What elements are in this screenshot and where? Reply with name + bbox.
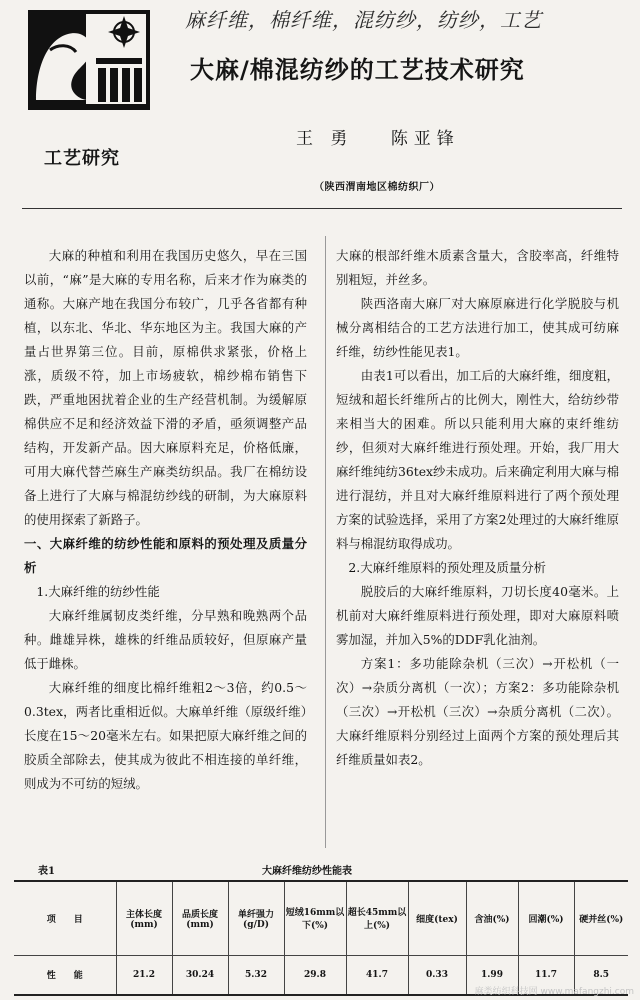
section-label: 工艺研究	[44, 148, 120, 169]
paragraph: 大麻纤维的细度比棉纤维粗2～3倍，约0.5～0.3tex，两者比重相近似。大麻单纤维（原级纤维）长度在15～20毫米左右。如果把原大麻纤维之间的胶质全部除去，使其成为彼此不相连接的单纤维，则成为不可纺的短绒。	[24, 680, 307, 791]
right-column	[336, 244, 619, 772]
table-header-cell: 品质长度(mm)	[172, 881, 228, 955]
paragraph: 由表1可以看出，加工后的大麻纤维，细度粗，短绒和超长纤维所占的比例大，刚性大，给纺纱带来相当大的困难。所以只能利用大麻的束纤维纺纱，但须对大麻纤维进行预处理。开始，我厂用大麻纤维纯纺36tex纱未成功。后来确定利用大麻与棉进行混纺，并且对大麻纤维原料进行了两个预处理方案的试验选择，采用了方案2处理过的大麻纤维原料与棉混纺取得成功。	[336, 368, 619, 551]
table-header-cell: 回潮(%)	[518, 881, 574, 955]
paragraph: 陕西洛南大麻厂对大麻原麻进行化学脱胶与机械分离相结合的工艺方法进行加工，使其成可纺麻纤维，纺纱性能见表1。	[336, 296, 619, 359]
journal-logo-icon	[28, 10, 150, 110]
fiber-properties-table	[14, 880, 628, 996]
authors	[296, 124, 486, 149]
paragraph: 大麻的根部纤维木质素含量大，含胶率高，纤维特别粗短，并丝多。	[336, 248, 619, 287]
table-cell: 8.5	[574, 955, 628, 995]
paragraph: 大麻的种植和利用在我国历史悠久，早在三国以前，“麻”是大麻的专用名称，后来才作为麻类的通称。大麻产地在我国分布较广，几乎各省都有种植，以东北、华北、华东地区为主。我国大麻的产量占世界第三位。目前，原棉供求紧张，价格上涨，质级不符，加上市场疲软，棉纱棉布销售下跌，严重地困扰着企业的生产经营机制。为缓解原棉供应不足和经济效益下滑的矛盾，亟须调整产品结构，开发新产品。因大麻原料充足，价格低廉，可用大麻代替苎麻生产麻类纺织品。我厂在棉纺设备上进行了大麻与棉混纺纱线的研制，为大麻原料的使用探索了新路子。	[24, 248, 307, 527]
table-header-cell: 硬并丝(%)	[574, 881, 628, 955]
table-cell: 11.7	[518, 955, 574, 995]
table-cell: 21.2	[116, 955, 172, 995]
watermark: 麻类纺织科技网 www.mafangzhi.com	[474, 987, 634, 997]
author-name: 王 勇	[296, 129, 354, 149]
table-cell: 29.8	[284, 955, 346, 995]
table-number: 表1	[38, 866, 55, 877]
table-cell: 30.24	[172, 955, 228, 995]
table-cell: 41.7	[346, 955, 408, 995]
subsection-heading: 1.大麻纤维的纺纱性能	[36, 584, 160, 599]
table-header-row	[14, 881, 628, 955]
paragraph: 大麻纤维属韧皮类纤维，分早熟和晚熟两个品种。雌雄异株，雄株的纤维品质较好，但原麻产量低于雌株。	[24, 608, 307, 671]
table-header-cell: 项 目	[46, 914, 83, 925]
handwritten-keywords: 麻纤维，棉纤维，混纺纱，纺纱，工艺	[185, 8, 542, 32]
table-header-cell: 细度(tex)	[408, 881, 466, 955]
paragraph: 方案1：多功能除杂机（三次）→开松机（一次）→杂质分离机（一次）；方案2：多功能除杂机（三次）→开松机（三次）→杂质分离机（二次）。大麻纤维原料分别经过上面两个方案的预处理后其纤维质量如表2。	[336, 656, 619, 767]
table-cell: 性 能	[46, 971, 83, 982]
table-header-cell: 超长45mm以上(%)	[346, 881, 408, 955]
table-header-cell: 单纤强力(g/D)	[228, 881, 284, 955]
subsection-heading: 2.大麻纤维原料的预处理及质量分析	[348, 560, 547, 575]
table-header-cell: 短绒16mm以下(%)	[284, 881, 346, 955]
table-header-cell: 含油(%)	[466, 881, 518, 955]
left-column	[24, 244, 307, 796]
table-cell: 0.33	[408, 955, 466, 995]
column-divider	[325, 236, 326, 848]
header-rule	[22, 208, 622, 209]
table-header-cell: 主体长度(mm)	[116, 881, 172, 955]
article-title: 大麻/棉混纺纱的工艺技术研究	[190, 56, 525, 84]
table-cell: 1.99	[466, 955, 518, 995]
journal-logo	[28, 10, 150, 110]
section-heading: 一、大麻纤维的纺纱性能和原料的预处理及质量分析	[24, 536, 307, 575]
table-cell: 5.32	[228, 955, 284, 995]
table-title: 大麻纤维纺纱性能表	[262, 866, 352, 877]
affiliation: （陕西渭南地区棉纺织厂）	[314, 182, 440, 193]
author-name: 陈亚锋	[390, 129, 460, 149]
paragraph: 脱胶后的大麻纤维原料，刀切长度40毫米。上机前对大麻纤维原料进行预处理，即对大麻原料喷雾加湿，并加入5%的DDF乳化油剂。	[336, 584, 619, 647]
